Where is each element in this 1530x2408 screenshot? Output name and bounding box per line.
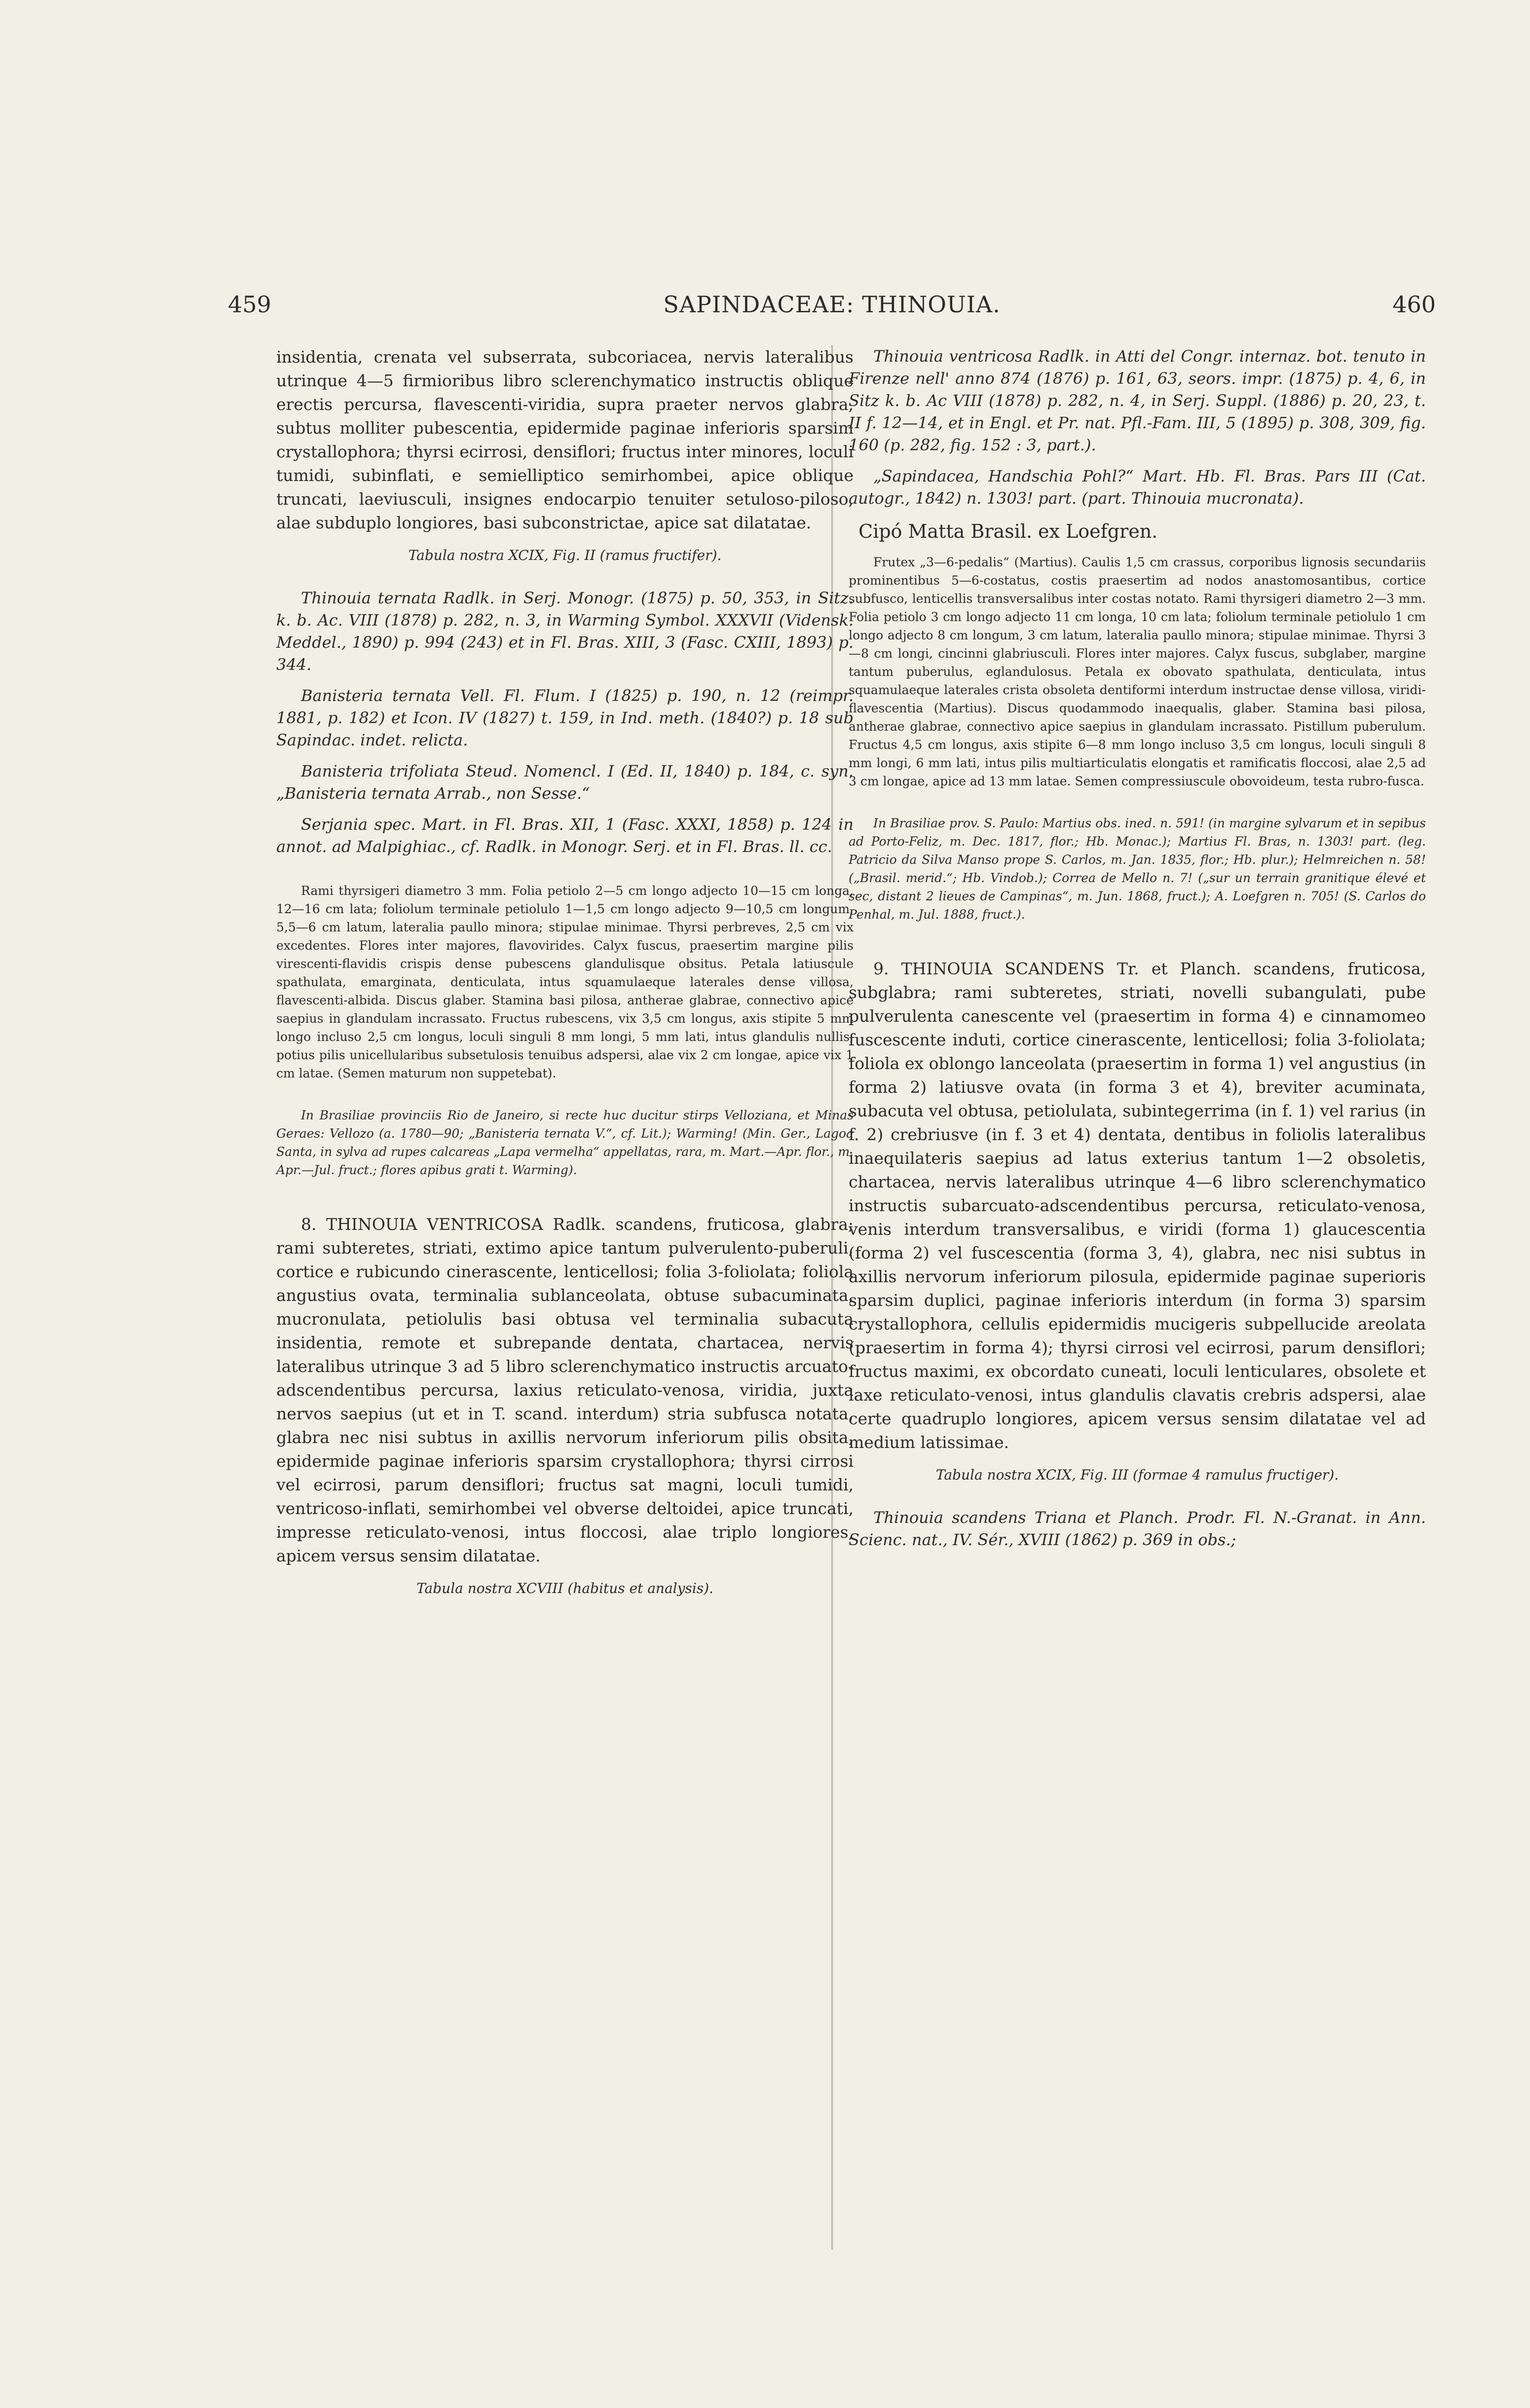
synonym-citation: Thinouia ventricosa Radlk. in Atti del Congr. internaz. bot. tenuto in Firenze nell' anno 874 (1876) p. 161, 63, seors. impr. (1875) p. 4, 6, in Sitz k. b. Ac VIII (1878) p. 282, n. 4, in Serj. Suppl. (1886) p. 20, 23, t. II f. 12—14, et in Engl. et Pr. nat. Pfl.-Fam. III, 5 (1895) p. 308, 309, fig. 160 (p. 282, fig. 152 : 3, part.).	[849, 347, 1426, 454]
page-number-right: 460	[1392, 291, 1436, 318]
morphology-description: Rami thyrsigeri diametro 3 mm. Folia petiolo 2—5 cm longo adjecto 10—15 cm longa, 12—16 cm lata; foliolum terminale petiolulo 1—1,5 cm longo adjecto 9—10,5 cm longum, 5,5—6 cm latum, lateralia paullo minora; stipulae minimae. Thyrsi perbreves, 2,5 cm vix excedentes. Flores inter majores, flavovirides. Calyx fuscus, praesertim margine pilis virescenti-flavidis crispis dense pubescens glandulisque obsitus. Petala latiuscule spathulata, emarginata, denticulata, intus squamulaeque laterales dense villosa, flavescenti-albida. Discus glaber. Stamina basi pilosa, antherae glabrae, connectivo apice saepius in glandulam incrassato. Fructus rubescens, vix 3,5 cm longus, axis stipite 5 mm longo incluso 2,5 cm longus, loculi singuli 8 mm longi, 5 mm lati, intus glandulis nullis, potius pilis unicellularibus subsetulosis tenuibus adspersi, alae vix 2 cm longae, apice vix 1 cm latae. (Semen maturum non suppetebat).	[276, 884, 854, 1080]
plate-caption: Tabula nostra XCIX, Fig. III (formae 4 ramulus fructiger).	[935, 1467, 1339, 1483]
locality-list: In Brasiliae provinciis Rio de Janeiro, si recte huc ducitur stirps Velloziana, et Minas Geraes: Vellozo (a. 1780—90; „Banisteria ternata V.“, cf. Lit.); Warming! (Min. Ger., Lagoa Santa, in sylva ad rupes calcareas „Lapa vermelha“ appellatas, rara, m. Mart.—Apr. flor., m. Apr.—Jul. fruct.; flores apibus grati t. Warming).	[276, 1108, 854, 1177]
page-number-left: 459	[228, 291, 271, 318]
species-8-description: 8. THINOUIA VENTRICOSA Radlk. scandens, fruticosa, glabra; rami subteretes, striati, extimo apice tantum pulverulento-puberuli, cortice e rubicundo cinerascente, lenticellosi; folia 3-foliolata; foliola angustius ovata, terminalia sublanceolata, obtuse subacuminata, mucronulata, petiolulis basi obtusa vel terminalia subacuta insidentia, remote et subrepande dentata, chartacea, nervis lateralibus utrinque 3 ad 5 libro sclerenchymatico instructis arcuato-adscendentibus percursa, laxius reticulato-venosa, viridia, juxta nervos saepius (ut et in T. scand. interdum) stria subfusca notata, glabra nec nisi subtus in axillis nervorum inferiorum pilis obsita, epidermide paginae inferioris sparsim crystallophora; thyrsi cirrosi vel ecirrosi, parum densiflori; fructus sat magni, loculi tumidi, ventricoso-inflati, semirhombei vel obverse deltoidei, apice truncati, impresse reticulato-venosi, intus floccosi, alae triplo longiores, apicem versus sensim dilatatae.	[276, 1215, 854, 1565]
synonym-citation: Thinouia scandens Triana et Planch. Prodr. Fl. N.-Granat. in Ann. Scienc. nat., IV. Sér., XVIII (1862) p. 369 in obs.;	[849, 1508, 1426, 1549]
synonym-citation: Banisteria trifoliata Steud. Nomencl. I (Ed. II, 1840) p. 184, c. syn. „Banisteria ternata Arrab., non Sesse.“	[276, 762, 854, 803]
running-title: SAPINDACEAE: THINOUIA.	[663, 291, 1001, 318]
morphology-description: Frutex „3—6-pedalis“ (Martius). Caulis 1,5 cm crassus, corporibus lignosis secundariis prominentibus 5—6-costatus, costis praesertim ad nodos anastomosantibus, cortice subfusco, lenticellis transversalibus inter costas notato. Rami thyrsigeri diametro 2—3 mm. Folia petiolo 3 cm longo adjecto 11 cm longa, 10 cm lata; foliolum terminale petiolulo 1 cm longo adjecto 8 cm longum, 3 cm latum, lateralia paullo minora; stipulae minimae. Thyrsi 3—8 cm longi, cincinni glabriusculi. Flores inter majores. Calyx fuscus, subglaber, margine tantum puberulus, eglandulosus. Petala ex obovato spathulata, denticulata, intus squamulaeque laterales crista obsoleta dentiformi interdum instructae dense villosa, viridi-flavescentia (Martius). Discus quodammodo inaequalis, glaber. Stamina basi pilosa, antherae glabrae, connectivo apice saepius in glandulam incrassato. Pistillum puberulum. Fructus 4,5 cm longus, axis stipite 6—8 mm longo incluso 3,5 cm longus, loculi singuli 8 mm longi, 6 mm lati, intus pilis multiarticulatis elongatis et ramificatis floccosi, alae 2,5 ad 3 cm longae, apice ad 13 mm latae. Semen compressiuscule obovoideum, testa rubro-fusca.	[849, 555, 1426, 788]
page-header	[228, 291, 1436, 326]
left-column	[276, 345, 854, 1620]
synonym-citation: Banisteria ternata Vell. Fl. Flum. I (1825) p. 190, n. 12 (reimpr. 1881, p. 182) et Icon. IV (1827) t. 159, in Ind. meth. (1840?) p. 18 sub Sapindac. indet. relicta.	[276, 686, 854, 749]
synonym-citation: Serjania spec. Mart. in Fl. Bras. XII, 1 (Fasc. XXXI, 1858) p. 124 in annot. ad Malpighiac., cf. Radlk. in Monogr. Serj. et in Fl. Bras. ll. cc.	[276, 815, 854, 856]
synonym-citation: Thinouia ternata Radlk. in Serj. Monogr. (1875) p. 50, 353, in Sitz. k. b. Ac. VIII (1878) p. 282, n. 3, in Warming Symbol. XXXVII (Vidensk. Meddel., 1890) p. 994 (243) et in Fl. Bras. XIII, 3 (Fasc. CXIII, 1893) p. 344.	[276, 589, 854, 674]
locality-list: In Brasiliae prov. S. Paulo: Martius obs. ined. n. 591! (in margine sylvarum et in sepibus ad Porto-Feliz, m. Dec. 1817, flor.; Hb. Monac.); Martius Fl. Bras, n. 1303! part. (leg. Patricio da Silva Manso prope S. Carlos, m. Jan. 1835, flor.; Hb. plur.); Helmreichen n. 58! („Brasil. merid.“; Hb. Vindob.); Correa de Mello n. 7! („sur un terrain granitique élevé et sec, distant 2 lieues de Campinas“, m. Jun. 1868, fruct.); A. Loefgren n. 705! (S. Carlos do Penhal, m. Jul. 1888, fruct.).	[849, 816, 1426, 922]
vernacular-name: Cipó Matta Brasil. ex Loefgren.	[858, 520, 1158, 542]
plate-caption: Tabula nostra XCIX, Fig. II (ramus fructifer).	[408, 547, 722, 563]
synonym-citation: „Sapindacea, Handschia Pohl?“ Mart. Hb. Fl. Bras. Pars III (Cat. autogr., 1842) n. 1303! part. (part. Thinouia mucronata).	[849, 467, 1426, 508]
species-9-description: 9. THINOUIA SCANDENS Tr. et Planch. scandens, fruticosa, subglabra; rami subteretes, striati, novelli subangulati, pube pulverulenta canescente vel (praesertim in forma 4) e cinnamomeo fuscescente induti, cortice cinerascente, lenticellosi; folia 3-foliolata; foliola ex oblongo lanceolata (praesertim in forma 1) vel angustius (in forma 2) latiusve ovata (in forma 3 et 4), breviter acuminata, subacuta vel obtusa, petiolulata, subintegerrima (in f. 1) vel rarius (in f. 2) crebriusve (in f. 3 et 4) dentata, dentibus in foliolis lateralibus inaequilateris saepius ad latus exterius tantum 1—2 obsoletis, chartacea, nervis lateralibus utrinque 4—6 libro sclerenchymatico instructis subarcuato-adscendentibus percursa, reticulato-venosa, venis interdum transversalibus, e viridi (forma 1) glaucescentia (forma 2) vel fuscescentia (forma 3, 4), glabra, nec nisi subtus in axillis nervorum inferiorum pilosula, epidermide paginae superioris sparsim duplici, paginae inferioris interdum (in forma 3) sparsim crystallophora, cellulis epidermidis mucigeris subpellucide areolata (praesertim in forma 4); thyrsi cirrosi vel ecirrosi, parum densiflori; fructus maximi, ex obcordato cuneati, loculi lenticulares, obsolete et laxe reticulato-venosi, intus glandulis clavatis crebris adspersi, alae certe quadruplo longiores, apicem versus sensim dilatatae vel ad medium latissimae.	[849, 959, 1426, 1452]
description-paragraph: insidentia, crenata vel subserrata, subcoriacea, nervis lateralibus utrinque 4—5 firmioribus libro sclerenchymatico instructis oblique erectis percursa, flavescenti-viridia, supra praeter nervos glabra, subtus molliter pubescentia, epidermide paginae inferioris sparsim crystallophora; thyrsi ecirrosi, densiflori; fructus inter minores, loculi tumidi, subinflati, e semielliptico semirhombei, apice oblique truncati, laeviusculi, insignes endocarpio tenuiter setuloso-piloso, alae subduplo longiores, basi subconstrictae, apice sat dilatatae.	[276, 347, 854, 532]
right-column	[849, 345, 1426, 1560]
plate-caption: Tabula nostra XCVIII (habitus et analysis).	[416, 1580, 713, 1596]
